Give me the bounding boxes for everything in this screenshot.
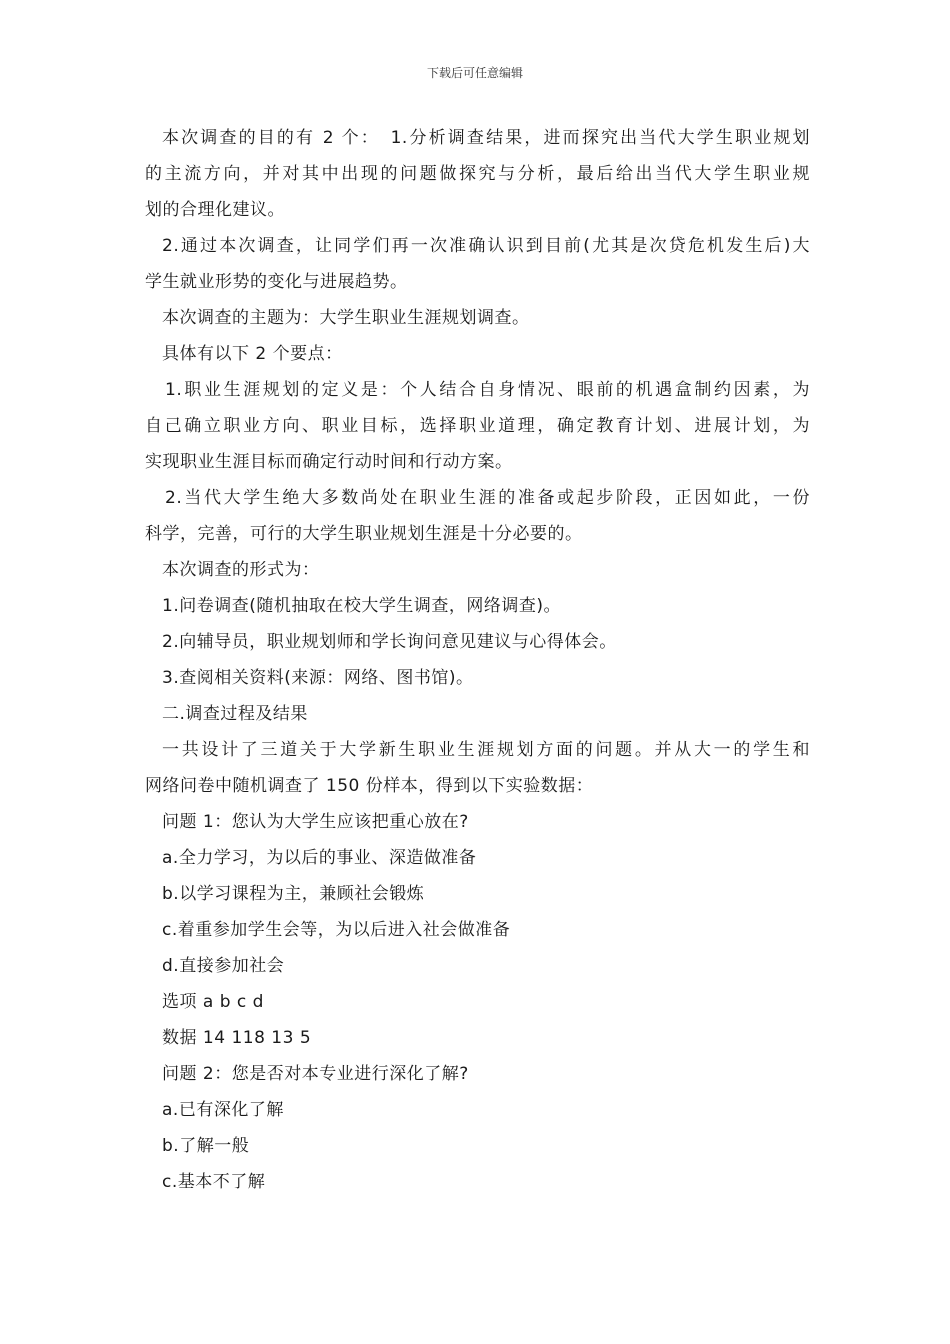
document-body: [145, 120, 810, 1200]
text-line: 1.问卷调查(随机抽取在校大学生调查，网络调查)。: [162, 596, 561, 616]
text-line: 具体有以下 2 个要点：: [162, 344, 343, 364]
page-header: 下载后可任意编辑: [426, 66, 523, 80]
text-line: 数据 14 118 13 5: [162, 1028, 312, 1048]
text-line: 问题 1：您认为大学生应该把重心放在?: [162, 812, 469, 832]
text-line: 一共设计了三道关于大学新生职业生涯规划方面的问题。并从大一的学生和: [162, 740, 810, 760]
text-line: c.基本不了解: [162, 1172, 266, 1192]
text-line: c.着重参加学生会等，为以后进入社会做准备: [162, 920, 511, 940]
text-line: 2.向辅导员，职业规划师和学长询问意见建议与心得体会。: [162, 632, 617, 652]
text-line: b.以学习课程为主，兼顾社会锻炼: [162, 884, 425, 904]
text-line: 1.职业生涯规划的定义是：个人结合自身情况、眼前的机遇盒制约因素，为: [165, 380, 810, 400]
text-line: a.全力学习，为以后的事业、深造做准备: [162, 848, 477, 868]
text-line: 2.当代大学生绝大多数尚处在职业生涯的准备或起步阶段，正因如此，一份: [165, 488, 810, 508]
text-line: 本次调查的目的有 2 个： 1.分析调查结果，进而探究出当代大学生职业规划: [162, 128, 810, 148]
text-line: d.直接参加社会: [162, 956, 285, 976]
text-line: 网络问卷中随机调查了 150 份样本，得到以下实验数据：: [145, 776, 594, 796]
text-line: 科学，完善，可行的大学生职业规划生涯是十分必要的。: [145, 524, 583, 544]
text-line: 2.通过本次调查，让同学们再一次准确认识到目前(尤其是次贷危机发生后)大: [162, 236, 810, 256]
text-line: 本次调查的形式为：: [162, 560, 320, 580]
text-line: 二.调查过程及结果: [162, 704, 308, 724]
text-line: b.了解一般: [162, 1136, 250, 1156]
text-line: 问题 2：您是否对本专业进行深化了解?: [162, 1064, 469, 1084]
text-line: 学生就业形势的变化与进展趋势。: [145, 272, 408, 292]
text-line: 自己确立职业方向、职业目标，选择职业道理，确定教育计划、进展计划，为: [145, 416, 810, 436]
text-line: a.已有深化了解: [162, 1100, 284, 1120]
text-line: 实现职业生涯目标而确定行动时间和行动方案。: [145, 452, 513, 472]
text-line: 3.查阅相关资料(来源：网络、图书馆)。: [162, 668, 474, 688]
text-line: 选项 a b c d: [162, 992, 264, 1012]
text-line: 划的合理化建议。: [145, 200, 285, 220]
text-line: 的主流方向，并对其中出现的问题做探究与分析，最后给出当代大学生职业规: [145, 164, 810, 184]
text-line: 本次调查的主题为：大学生职业生涯规划调查。: [162, 308, 530, 328]
